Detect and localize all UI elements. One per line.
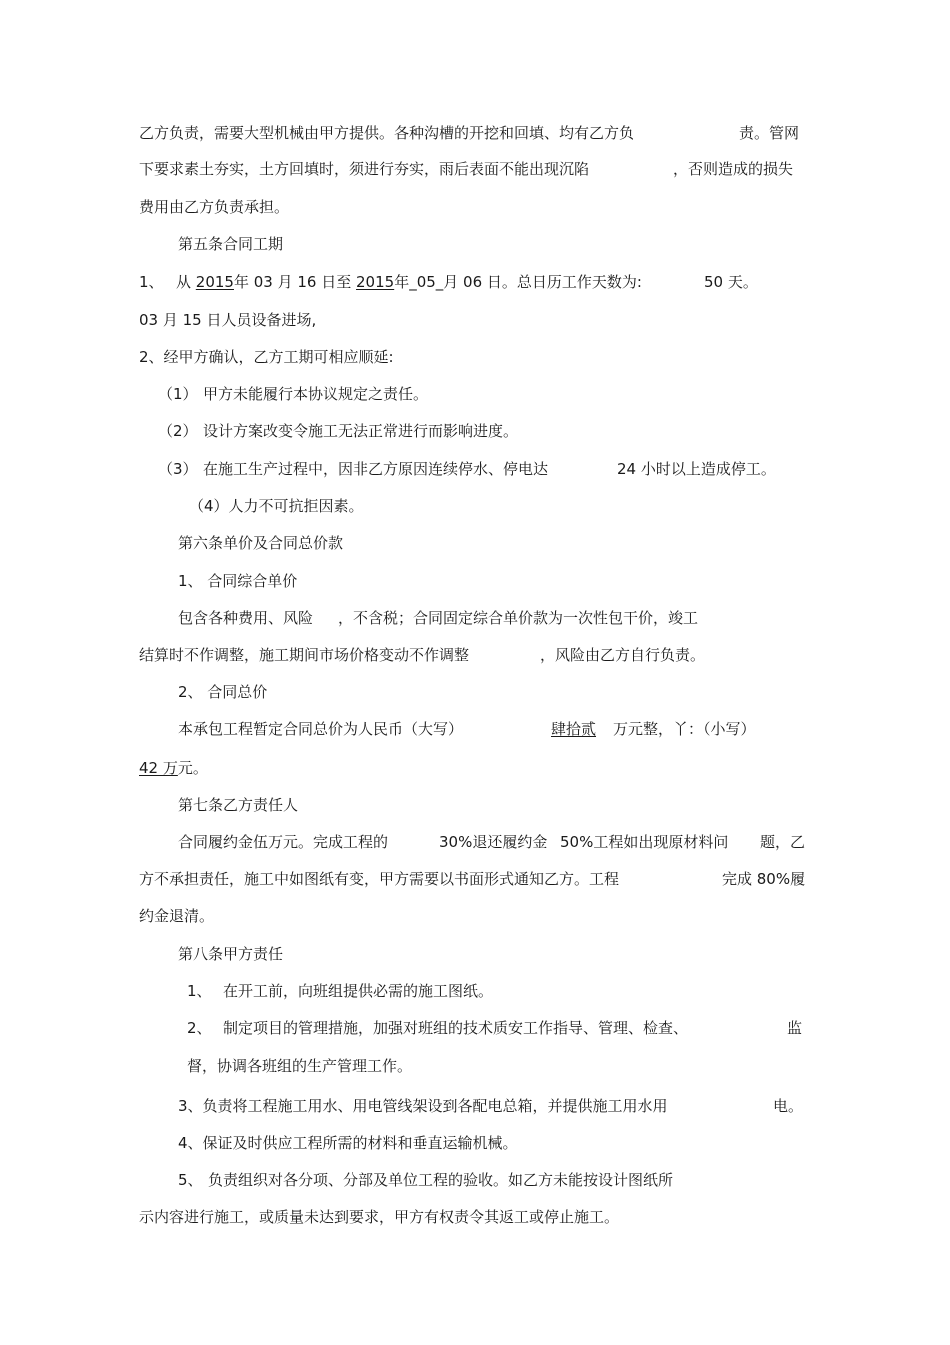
art8-item-2-continued: 督，协调各班组的生产管理工作。 bbox=[187, 1057, 413, 1075]
art5-item-2: 2、经甲方确认，乙方工期可相应顺延: bbox=[139, 348, 394, 366]
art6-para-1b: 结算时不作调整，施工期间市场价格变动不作调整 bbox=[139, 646, 470, 664]
text-segment: 责。管网 bbox=[739, 124, 800, 142]
art6-para-1a-end: ，不含税；合同固定综合单价款为一次性包干价，竣工 bbox=[338, 609, 699, 627]
item-number: （3） bbox=[158, 460, 198, 478]
start-year: 2015 bbox=[195, 273, 234, 291]
art8-item-3: 3、负责将工程施工用水、用电管线架设到各配电总箱，并提供施工用水用 bbox=[178, 1097, 668, 1115]
art8-item-2 bbox=[187, 1018, 212, 1038]
art8-item-1 bbox=[187, 981, 212, 1001]
art7-line-2: 方不承担责任，施工中如图纸有变，甲方需要以书面形式通知乙方。工程 bbox=[139, 870, 620, 888]
item-number: 1、 bbox=[187, 982, 212, 1000]
article-6-title: 第六条单价及合同总价款 bbox=[178, 534, 344, 552]
text-segment: 下要求素土夯实，土方回填时，须进行夯实，雨后表面不能出现沉陷 bbox=[139, 160, 590, 178]
art7-line-1-end: 题，乙 bbox=[760, 833, 806, 851]
item-number: （1） bbox=[158, 385, 198, 403]
item-number: 5、 bbox=[178, 1171, 203, 1189]
text-segment: 乙方负责，需要大型机械由甲方提供。各种沟槽的开挖和回填、均有乙方负 bbox=[139, 124, 635, 142]
paragraph-line bbox=[139, 159, 589, 179]
text-segment: ，否则造成的损失 bbox=[673, 160, 794, 178]
art5-item-1-continued: 03 月 15 日人员设备进场, bbox=[139, 311, 317, 329]
art5-sub-2 bbox=[158, 421, 198, 441]
art8-item-4: 4、保证及时供应工程所需的材料和垂直运输机械。 bbox=[178, 1134, 518, 1152]
art8-item-2-end: 监 bbox=[787, 1019, 803, 1037]
art6-heading-2: 2、 合同总价 bbox=[178, 683, 268, 701]
art6-para-1a: 包含各种费用、风险 bbox=[178, 609, 314, 627]
item-number: 1、 bbox=[139, 273, 164, 291]
art5-item-1-text: 从 2015年 03 月 16 日至 2015年_05_月 06 日。总日历工作天数为: bbox=[176, 273, 642, 291]
art5-sub-3 bbox=[158, 459, 198, 479]
item-number: 2、 bbox=[187, 1019, 212, 1037]
art7-line-2-end: 完成 80%履 bbox=[722, 870, 806, 888]
item-number: （2） bbox=[158, 422, 198, 440]
art6-amount-figures: 42 万元。 bbox=[139, 759, 208, 777]
art6-amount-words: 肆拾贰 bbox=[551, 720, 597, 738]
art5-sub-3-text: 在施工生产过程中，因非乙方原因连续停水、停电达 bbox=[203, 460, 549, 478]
art5-sub-1-text: 甲方未能履行本协议规定之责任。 bbox=[203, 385, 429, 403]
art6-para-2a-end: 万元整，丫：（小写） bbox=[613, 720, 756, 738]
art8-item-5-text: 负责组织对各分项、分部及单位工程的验收。如乙方未能按设计图纸所 bbox=[208, 1171, 674, 1189]
art6-para-1b-end: ，风险由乙方自行负责。 bbox=[540, 646, 706, 664]
end-year: 2015 bbox=[356, 273, 395, 291]
text-segment: 费用由乙方负责承担。 bbox=[139, 198, 290, 216]
art5-sub-3-text-end: 24 小时以上造成停工。 bbox=[617, 460, 776, 478]
art8-item-5 bbox=[178, 1170, 203, 1190]
art8-item-5-continued: 示内容进行施工，或质量未达到要求，甲方有权责令其返工或停止施工。 bbox=[139, 1208, 620, 1226]
paragraph-line bbox=[139, 197, 289, 217]
art6-para-2a: 本承包工程暂定合同总价为人民币（大写） bbox=[178, 720, 464, 738]
art5-item-1 bbox=[139, 272, 164, 292]
paragraph-line bbox=[739, 123, 799, 143]
paragraph-line bbox=[139, 123, 634, 143]
article-5-title: 第五条合同工期 bbox=[178, 235, 284, 253]
art8-item-1-text: 在开工前，向班组提供必需的施工图纸。 bbox=[223, 982, 494, 1000]
art7-line-1-mid2: 50%工程如出现原材料问 bbox=[560, 833, 729, 851]
paragraph-line bbox=[673, 159, 793, 179]
art7-line-3: 约金退清。 bbox=[139, 907, 215, 925]
art7-line-1: 合同履约金伍万元。完成工程的 bbox=[178, 833, 389, 851]
art6-heading-1: 1、 合同综合单价 bbox=[178, 572, 298, 590]
article-8-title: 第八条甲方责任 bbox=[178, 945, 284, 963]
article-7-title: 第七条乙方责任人 bbox=[178, 796, 299, 814]
art5-sub-1 bbox=[158, 384, 198, 404]
art8-item-2-text: 制定项目的管理措施，加强对班组的技术质安工作指导、管理、检查、 bbox=[223, 1019, 689, 1037]
art5-total-days: 50 天。 bbox=[704, 273, 758, 291]
art8-item-3-end: 电。 bbox=[773, 1097, 804, 1115]
art5-sub-2-text: 设计方案改变令施工无法正常进行而影响进度。 bbox=[203, 422, 519, 440]
art5-sub-4: （4）人力不可抗拒因素。 bbox=[189, 497, 364, 515]
art7-line-1-mid: 30%退还履约金 bbox=[439, 833, 548, 851]
